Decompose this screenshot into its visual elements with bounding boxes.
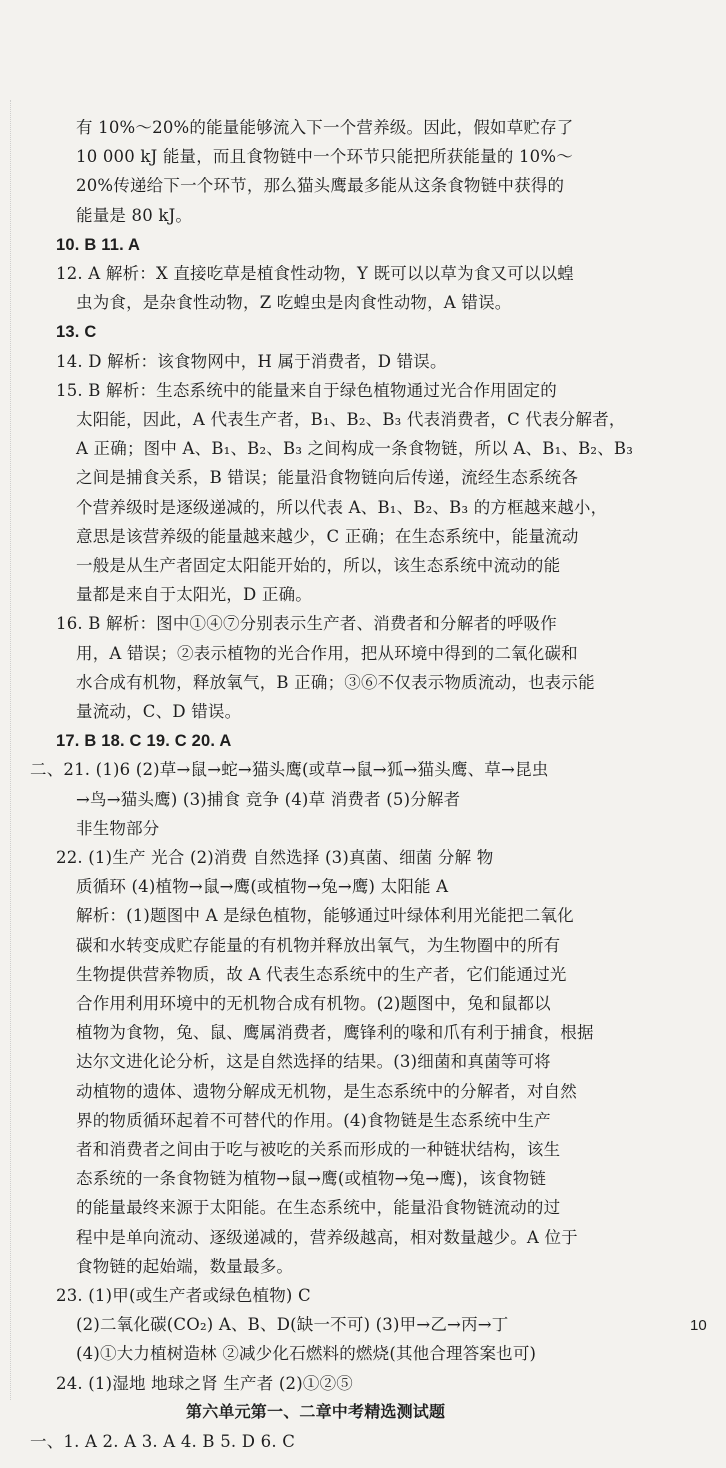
answer-line: 23. (1)甲(或生产者或绿色植物) C <box>56 1286 311 1305</box>
text-line: 意思是该营养级的能量越来越少，C 正确；在生态系统中，能量流动 <box>76 526 579 546</box>
text-line: 植物为食物，兔、鼠、鹰属消费者，鹰锋利的喙和爪有利于捕食，根据 <box>76 1023 594 1043</box>
answer-line: 24. (1)湿地 地球之肾 生产者 (2)①②⑤ <box>56 1373 353 1393</box>
answer-line: 15. B 解析：生态系统中的能量来自于绿色植物通过光合作用固定的 <box>56 380 557 400</box>
answer-line: 12. A 解析：X 直接吃草是植食性动物，Y 既可以以草为食又可以以蝗 <box>56 264 574 283</box>
text-line: 达尔文进化论分析，这是自然选择的结果。(3)细菌和真菌等可将 <box>76 1052 551 1072</box>
text-line: 有 10%～20%的能量能够流入下一个营养级。因此，假如草贮存了 <box>76 118 574 137</box>
text-line: 质循环 (4)植物→鼠→鹰(或植物→兔→鹰) 太阳能 A <box>76 877 449 897</box>
text-line: (4)①大力植树造林 ②减少化石燃料的燃烧(其他合理答案也可) <box>76 1344 537 1364</box>
section-answer-line: 二、21. (1)6 (2)草→鼠→蛇→猫头鹰(或草→鼠→狐→猫头鹰、草→昆虫 <box>30 760 549 780</box>
text-line: 碳和水转变成贮存能量的有机物并释放出氧气，为生物圈中的所有 <box>76 935 561 955</box>
text-line: 食物链的起始端，数量最多。 <box>76 1256 294 1276</box>
text-line: 动植物的遗体、遗物分解成无机物，是生态系统中的分解者，对自然 <box>76 1081 577 1101</box>
text-line: (2)二氧化碳(CO₂) A、B、D(缺一不可) (3)甲→乙→丙→丁 <box>76 1315 509 1335</box>
text-line: 程中是单向流动、逐级递减的，营养级越高，相对数量越少。A 位于 <box>76 1227 578 1247</box>
text-line: 生物提供营养物质，故 A 代表生态系统中的生产者，它们能通过光 <box>76 964 567 984</box>
text-line: 一般是从生产者固定太阳能开始的，所以，该生态系统中流动的能 <box>76 556 561 575</box>
answer-line: 16. B 解析：图中①④⑦分别表示生产者、消费者和分解者的呼吸作 <box>56 614 557 634</box>
text-line: 20%传递给下一个环节，那么猫头鹰最多能从这条食物链中获得的 <box>76 176 565 196</box>
page-number: 10 <box>690 1317 707 1335</box>
answer-line: 14. D 解析：该食物网中，H 属于消费者，D 错误。 <box>56 351 447 371</box>
text-line: 之间是捕食关系，B 错误；能量沿食物链向后传递，流经生态系统各 <box>76 468 579 488</box>
text-line: 量流动，C、D 错误。 <box>76 702 242 721</box>
text-line: 态系统的一条食物链为植物→鼠→鹰(或植物→兔→鹰)，该食物链 <box>76 1169 547 1189</box>
text-line: 界的物质循环起着不可替代的作用。(4)食物链是生态系统中生产 <box>76 1110 551 1130</box>
text-line: 量都是来自于太阳光，D 正确。 <box>76 585 312 605</box>
section-title: 第六单元第一、二章中考精选测试题 <box>186 1403 446 1421</box>
answer-line: 13. C <box>56 323 97 342</box>
answer-line: 10. B 11. A <box>56 235 141 254</box>
answer-line: 22. (1)生产 光合 (2)消费 自然选择 (3)真菌、细菌 分解 物 <box>56 848 494 867</box>
text-line: →鸟→猫头鹰) (3)捕食 竞争 (4)草 消费者 (5)分解者 <box>76 789 461 809</box>
text-line: 解析：(1)题图中 A 是绿色植物，能够通过叶绿体利用光能把二氧化 <box>76 906 574 926</box>
text-line: A 正确；图中 A、B₁、B₂、B₃ 之间构成一条食物链，所以 A、B₁、B₂、B₃ <box>76 439 634 459</box>
text-line: 水合成有机物，释放氧气，B 正确；③⑥不仅表示物质流动，也表示能 <box>76 672 595 692</box>
text-line: 能量是 80 kJ。 <box>76 205 193 225</box>
text-line: 10 000 kJ 能量，而且食物链中一个环节只能把所获能量的 10%～ <box>76 147 573 167</box>
answer-line: 17. B 18. C 19. C 20. A <box>56 732 232 751</box>
binding-margin <box>10 100 19 1400</box>
text-line: 的能量最终来源于太阳能。在生态系统中，能量沿食物链流动的过 <box>76 1198 561 1218</box>
section-answer-line: 一、1. A 2. A 3. A 4. B 5. D 6. C <box>30 1432 296 1451</box>
text-line: 个营养级时是逐级递减的，所以代表 A、B₁、B₂、B₃ 的方框越来越小， <box>76 497 608 517</box>
text-line: 虫为食，是杂食性动物，Z 吃蝗虫是肉食性动物，A 错误。 <box>76 293 512 313</box>
text-line: 太阳能，因此，A 代表生产者，B₁、B₂、B₃ 代表消费者，C 代表分解者， <box>76 410 626 429</box>
text-line: 用，A 错误；②表示植物的光合作用，把从环境中得到的二氧化碳和 <box>76 643 578 663</box>
text-line: 合作用利用环境中的无机物合成有机物。(2)题图中，兔和鼠都以 <box>76 994 551 1013</box>
text-line: 非生物部分 <box>76 818 160 838</box>
text-line: 者和消费者之间由于吃与被吃的关系而形成的一种链状结构，该生 <box>76 1140 561 1159</box>
